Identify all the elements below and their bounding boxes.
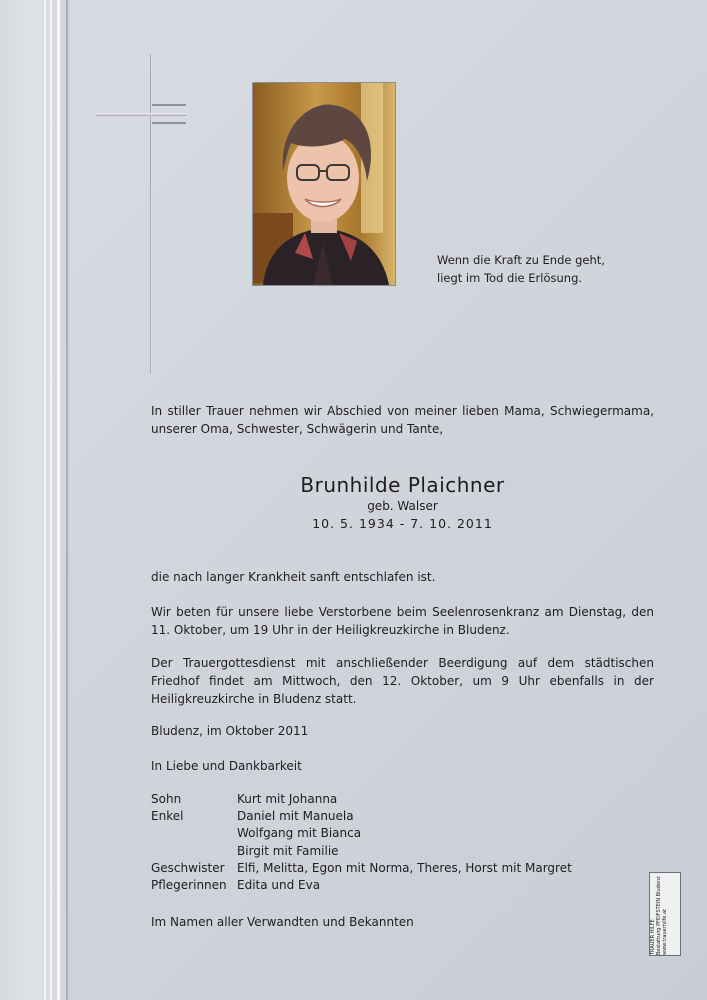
family-names: Birgit mit Familie xyxy=(237,844,339,858)
funeral-text: Der Trauergottesdienst mit anschließender Beerdigung auf dem städtischen Friedhof findet am Mittwoch, den 12. Oktober, um 9 Uhr ebenfalls in der Heiligkreuzkirche in Bludenz statt. xyxy=(151,656,654,706)
quote xyxy=(437,251,605,287)
deceased-name: Brunhilde Plaichner xyxy=(300,473,505,497)
family-names: Wolfgang mit Bianca xyxy=(237,826,362,840)
border-stripe xyxy=(57,0,60,1000)
logo-line: TRAUER HILFE xyxy=(650,919,656,955)
love-text: In Liebe und Dankbarkeit xyxy=(151,759,302,773)
funeral-home-logo xyxy=(649,872,681,956)
family-names: Kurt mit Johanna xyxy=(237,792,338,806)
logo-line: Bestattung PFEIFSTEIN Bludenz xyxy=(656,876,662,955)
left-border xyxy=(0,0,70,1000)
border-stripe xyxy=(66,0,68,1000)
quote-line: Wenn die Kraft zu Ende geht, xyxy=(437,253,605,267)
family-names: Edita und Eva xyxy=(237,878,321,892)
closing-text: Im Namen aller Verwandten und Bekannten xyxy=(151,915,414,929)
intro-text: In stiller Trauer nehmen wir Abschied von meiner lieben Mama, Schwiegermama, unserer Oma, Schwester, Schwägerin und Tante, xyxy=(151,404,654,436)
family-relation: Geschwister xyxy=(151,861,225,875)
family-names: Elfi, Melitta, Egon mit Norma, Theres, Horst mit Margret xyxy=(237,861,572,875)
place-date: Bludenz, im Oktober 2011 xyxy=(151,724,309,738)
rosary-text: Wir beten für unsere liebe Verstorbene beim Seelenrosenkranz am Dienstag, den 11. Oktober, um 19 Uhr in der Heiligkreuzkirche in Bludenz. xyxy=(151,605,654,637)
family-relation: Sohn xyxy=(151,792,182,806)
quote-line: liegt im Tod die Erlösung. xyxy=(437,271,583,285)
birth-name: geb. Walser xyxy=(367,499,438,513)
logo-line: www.trauerhilfe.at xyxy=(662,908,668,955)
family-names: Daniel mit Manuela xyxy=(237,809,354,823)
life-dates: 10. 5. 1934 - 7. 10. 2011 xyxy=(312,516,493,531)
passing-text: die nach langer Krankheit sanft entschlafen ist. xyxy=(151,570,436,584)
border-stripe xyxy=(50,0,52,1000)
portrait-image xyxy=(253,83,395,285)
family-relation: Pflegerinnen xyxy=(151,878,227,892)
border-stripe xyxy=(44,0,46,1000)
portrait-photo xyxy=(252,82,396,286)
family-relation: Enkel xyxy=(151,809,184,823)
